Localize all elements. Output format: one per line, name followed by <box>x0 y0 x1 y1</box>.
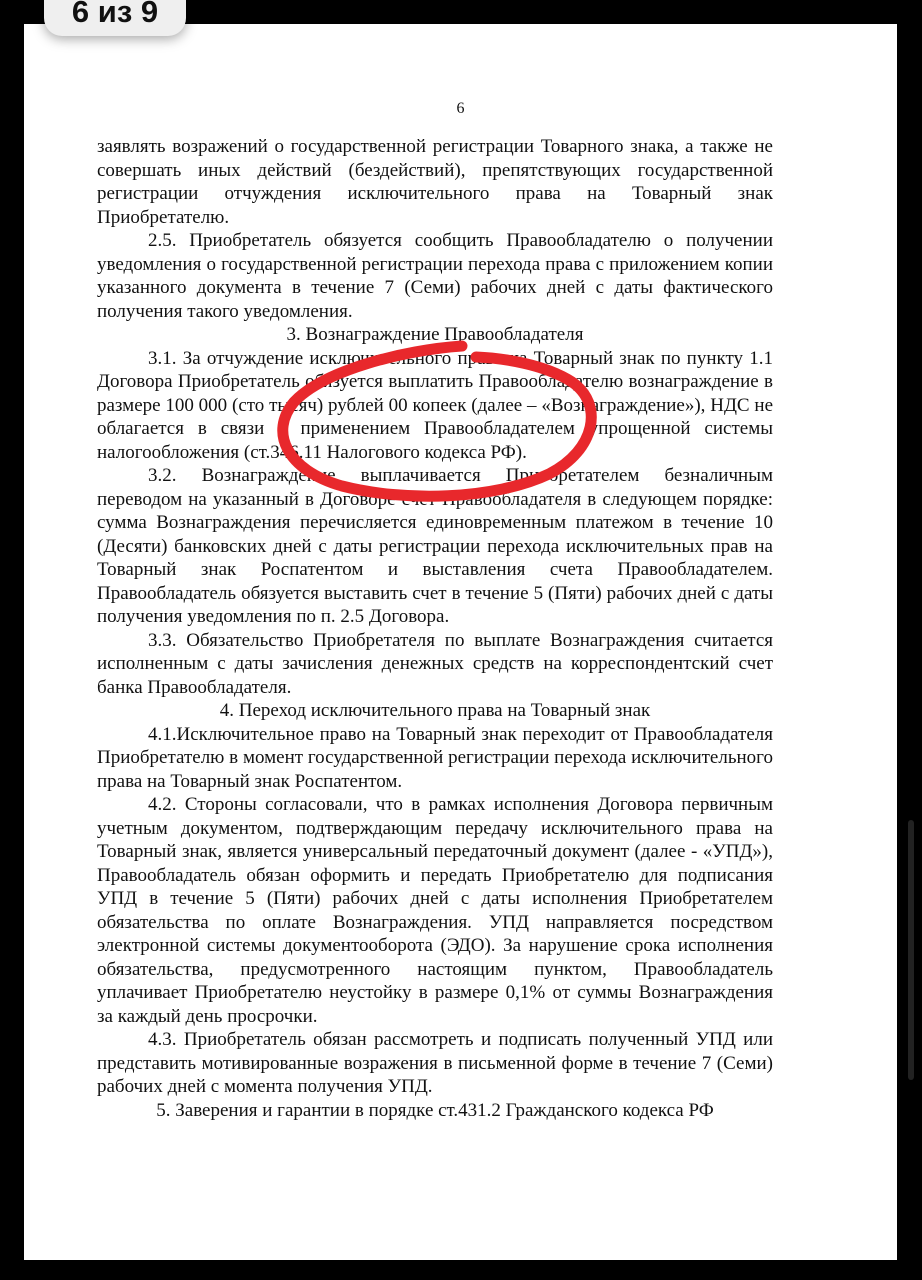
page-indicator-badge: 6 из 9 <box>44 0 186 36</box>
clause-4-3: 4.3. Приобретатель обязан рассмотреть и подписать полученный УПД или представить мотивированные возражения в письменной форме в течение 7 (Семи) рабочих дней с момента получения УПД. <box>97 1029 773 1097</box>
section-heading-4: 4. Переход исключительного права на Товарный знак <box>219 700 651 721</box>
clause-3-2: 3.2. Вознаграждение выплачивается Приобретателем безналичным переводом на указанный в Договоре счет Правообладателя в следующем порядке: сумма Вознаграждения перечисляется единовременным платежом в течение 10 (Десяти) банковских дней с даты регистрации перехода исключительных прав на Товарный знак Роспатентом и выставления счета Правообладателем. Правообладатель обязуется выставить счет в течение 5 (Пяти) рабочих дней с даты получения уведомления по п. 2.5 Договора. <box>97 465 773 627</box>
clause-3-3: 3.3. Обязательство Приобретателя по выплате Вознаграждения считается исполненным с даты зачисления денежных средств на корреспондентский счет банка Правообладателя. <box>97 629 773 698</box>
section-heading-5: 5. Заверения и гарантии в порядке ст.431.2 Гражданского кодекса РФ <box>156 1099 714 1121</box>
document-page <box>24 24 897 1260</box>
clause-4-2: 4.2. Стороны согласовали, что в рамках исполнения Договора первичным учетным документом, подтверждающим передачу исключительного права на Товарный знак, является универсальный передаточный документ (далее - «УПД»), Правообладатель обязан оформить и передать Приобретателю для подписания УПД в течение 5 (Пяти) рабочих дней с даты исполнения Приобретателем обязательства по оплате Вознаграждения. УПД направляется посредством электронной системы документооборота (ЭДО). За нарушение срока исполнения обязательства, предусмотренного настоящим пунктом, Правообладатель уплачивает Приобретателю неустойку в размере 0,1% от суммы Вознаграждения за каждый день просрочки. <box>97 794 773 1027</box>
document-body <box>97 135 773 1122</box>
clause-3-1: 3.1. За отчуждение исключительного права на Товарный знак по пункту 1.1 Договора Приобретатель обязуется выплатить Правообладателю вознаграждение в размере 100 000 (сто тысяч) рублей 00 копеек (далее – «Вознаграждение»), НДС не облагается в связи с применением Правообладателем упрощенной системы налогообложения (ст.346.11 Налогового кодекса РФ). <box>97 347 773 463</box>
page-number: 6 <box>456 100 465 117</box>
paragraph-continuation: заявлять возражений о государственной регистрации Товарного знака, а также не совершать иных действий (бездействий), препятствующих государственной регистрации отчуждения исключительного права на Товарный знак Приобретателю. <box>97 136 773 228</box>
clause-2-5: 2.5. Приобретатель обязуется сообщить Правообладателю о получении уведомления о государственной регистрации перехода права с приложением копии указанного документа в течение 7 (Семи) рабочих дней с даты фактического получения такого уведомления. <box>97 230 773 322</box>
section-heading-3: 3. Вознаграждение Правообладателя <box>286 324 584 345</box>
clause-4-1: 4.1.Исключительное право на Товарный знак переходит от Правообладателя Приобретателю в момент государственной регистрации перехода исключительного права на Товарный знак Роспатентом. <box>97 723 773 792</box>
scrollbar[interactable] <box>908 820 914 1080</box>
